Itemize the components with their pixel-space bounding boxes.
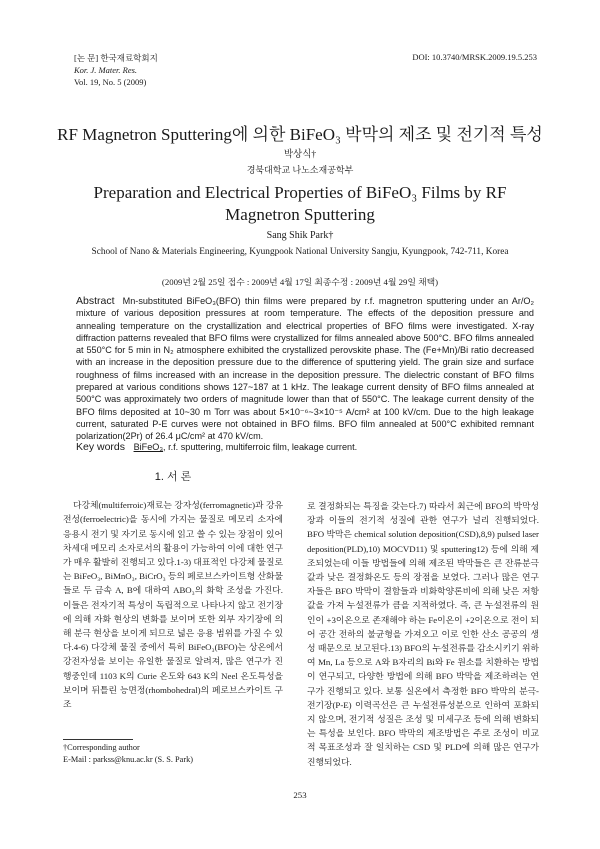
body-column-left [63, 470, 283, 711]
footnote-divider [63, 739, 133, 740]
title-korean: RF Magnetron Sputtering에 의한 BiFeO₃ 박막의 제조 및 전기적 특성 [57, 125, 543, 144]
journal-name-en: Kor. J. Mater. Res. [74, 65, 138, 75]
abstract-label: Abstract [76, 295, 115, 307]
doi: DOI: 10.3740/MRSK.2009.19.5.253 [412, 52, 537, 62]
footnote [63, 742, 193, 766]
body-column-right [307, 499, 539, 769]
keywords-label: Key words [76, 441, 126, 453]
footnote-corresponding: †Corresponding author [63, 743, 140, 752]
submission-dates: (2009년 2월 25일 접수 : 2009년 4월 17일 최종수정 : 2009년 4월 29일 채택) [161, 277, 439, 287]
keyword-link[interactable]: BiFeO₃ [133, 442, 164, 452]
journal-volume: Vol. 19, No. 5 (2009) [74, 77, 147, 87]
section-heading: 1. 서 론 [154, 471, 192, 483]
affiliation-korean: 경북대학교 나노소재공학부 [246, 165, 354, 175]
intro-paragraph-left: 다강체(multiferroic)재료는 강자성(ferromagnetic)과 강유전성(ferroelectric)을 동시에 가지는 물질로 메모리 소자에 응용시 전기 및 자기로 동시에 읽고 쓸 수 있는 장점이 있어 차세대 메모리 소자로서의 활용이 가능하여 이에 대한 연구가 매우 활발히 진행되고 있다.1-3) 대표적인 다강체 물질로는 BiFeO₃, BiMnO₃, BiCrO₃ 등의 페로브스카이트형 산화물들로 두 금속 A, B에 대하여 ABO₃의 화학 조성을 가진다. 이들은 전자기적 특성이 독립적으로 나타나지 않고 전기장에 의해 자화 현상의 변화를 보이며 또한 외부 자기장에 의해 분극 현상을 보이게 되므로 넓은 응용 범위를 가질 수 있다.4-6) 다강체 물질 중에서 특히 BiFeO₃(BFO)는 상온에서 강전자성을 보이는 유일한 물질로 알려져, 많은 연구가 진행중인데 1103 K의 Curie 온도와 643 K의 Neel 온도특성을 보이며 뒤틀린 능면정(rhombohedral)의 페로브스카이트 구조 [63, 500, 283, 710]
author-korean: 박상식† [283, 150, 317, 160]
abstract-text: Mn-substituted BiFeO₃(BFO) thin films were prepared by r.f. magnetron sputtering under an Ar/O₂ mixture of various deposition pressures at room temperature. The effects of the deposition pressure and annealing temperature on the crystallization and electrical properties of BFO films were investigated. X-ray diffraction patterns revealed that BFO films were crystallized for films annealed above 500°C. BFO films annealed at 550°C for 5 min in N₂ atmosphere exhibited the crystallized perovskite phase. The (Fe+Mn)/Bi ratio decreased with an increase in the deposition pressure due to the difference of sputtering yield. The grain size and surface roughness of films increased with an increase in the deposition pressure. The dielectric constant of BFO films prepared at various conditions shows 127~187 at 1 kHz. The leakage current density of BFO films annealed at 500°C was approximately two orders of magnitude lower than that of 550°C. The leakage current density of the BFO films deposited at 10~30 m Torr was about 5×10⁻⁶~3×10⁻⁵ A/cm² at 100 kV/cm. Due to the high leakage current, saturated P-E curves were not obtained in BFO films. BFO film annealed at 500°C exhibited remnant polarization(2Pr) of 26.4 μC/cm² at 470 kV/cm. [76, 296, 534, 442]
title-english: Preparation and Electrical Properties of BiFeO₃ Films by RF Magnetron Sputtering [93, 183, 507, 224]
journal-name-ko: [논 문] 한국재료학회지 [74, 53, 158, 63]
abstract [76, 295, 534, 443]
affiliation-english: School of Nano & Materials Engineering, Kyungpook National University Sangju, Kyungpook, 742-711, Korea [91, 247, 509, 257]
intro-paragraph-right: 로 결정화되는 특징을 갖는다.7) 따라서 최근에 BFO의 박막성장과 이들의 전기적 성질에 관한 연구가 널리 진행되었다. BFO 박막은 chemical solution deposition(CSD),8,9) pulsed laser deposition(PLD),10) MOCVD11) 및 sputtering12) 등에 의해 제조되었는데 이들 방법들에 의해 제조된 박막들은 큰 잔류분극값과 낮은 결정화온도 등의 장점을 보였다. 그러나 많은 연구자들은 BFO 박막이 결함들과 비화학양론비에 의해 낮은 저항값을 가져 누설전류가 큼을 지적하였다. 즉, 큰 누설전류의 원인이 +3이온으로 존재해야 하는 Fe이온이 +2이온으로 전이 되어 공간 전하의 불균형을 가져오고 이로 인한 산소 공공의 생성 때문으로 보고된다.13) BFO의 누설전류를 감소시키기 위하여 Mn, La 등으로 A와 B자리의 Bi와 Fe 원소를 치환하는 방법이 연구되고, 다양한 방법에 의해 BFO 박막을 제조하려는 연구가 진행되고 있다. 보통 실온에서 측정한 BFO 박막의 분극-전기장(P-E) 이력곡선은 큰 누설전류성분으로 인하여 포화되지 않으며, 전기적 성질은 조성 및 미세구조 등에 의해 변화되는 특성을 보인다. BFO 박막의 제조방법은 주로 조성이 비교적 목표조성과 잘 일치하는 CSD 및 PLD에 의해 많은 연구가 진행되었다. [307, 501, 539, 767]
author-english: Sang Shik Park† [266, 230, 334, 241]
keywords [76, 441, 534, 453]
keywords-rest: , r.f. sputtering, multiferroic film, leakage current. [163, 442, 358, 452]
footnote-email[interactable]: E-Mail : parkss@knu.ac.kr (S. S. Park) [63, 755, 193, 764]
page-number: 253 [293, 790, 307, 800]
journal-header [74, 52, 158, 88]
